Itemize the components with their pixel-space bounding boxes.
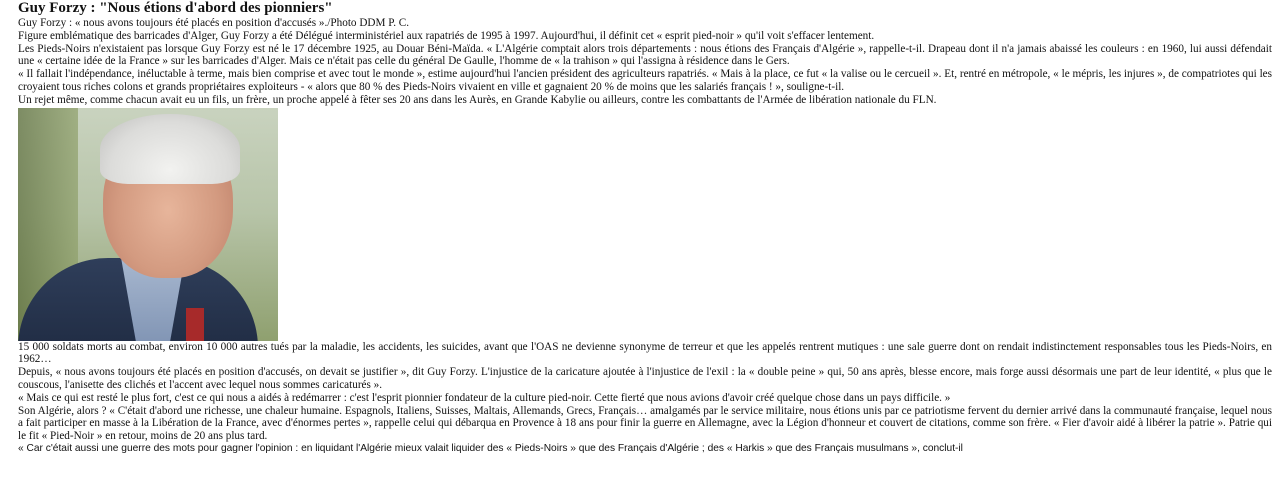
closing-paragraph: « Car c'était aussi une guerre des mots pour gagner l'opinion : en liquidant l'Algérie mieux valait liquider des « Pieds-Noirs » que des Français d'Algérie ; des « Harkis » que des Français musulmans », conclut-il [18,442,963,454]
paragraph: Figure emblématique des barricades d'Alger, Guy Forzy a été Délégué interministériel aux rapatriés de 1995 à 1997. Aujourd'hui, il définit cet « esprit pied-noir » qu'il voit s'effacer lentement. [18,29,875,42]
photo-caption: Guy Forzy : « nous avons toujours été placés en position d'accusés »./Photo DDM P. C. [18,17,410,29]
paragraph: Son Algérie, alors ? « C'était d'abord une richesse, une chaleur humaine. Espagnols, Italiens, Suisses, Maltais, Allemands, Grecs, Français… amalgamés par le service militaire, nous étions unis par ce patriotisme fervent du dernier arrivé dans la communauté française, lequel nous a fait participer en masse à la Libération de la France, avec d'énormes pertes », rappelle celui qui débarqua en Provence à 18 ans pour finir la guerre en Allemagne, avec la Légion d'honneur et couvert de citations, comme son frère. « Fier d'avoir aidé à libérer la patrie ». Patrie qui le fit « Pied-Noir » en retour, moins de 20 ans plus tard. [18,404,1272,443]
paragraph: Depuis, « nous avons toujours été placés en position d'accusés, on devait se justifier », dit Guy Forzy. L'injustice de la caricature ajoutée à l'injustice de l'exil : la « double peine » qui, 50 ans après, blesse encore, mais forge aussi désormais une part de leur identité, « plus que le couscous, l'anisette des clichés et l'accent avec lequel nous sommes caricaturés ». [18,366,1272,391]
portrait-photo [18,108,278,341]
paragraph: « Mais ce qui est resté le plus fort, c'est ce qui nous a aidés à redémarrer : c'est l'esprit pionnier fondateur de la culture pied-noir. Cette fierté que nous avions d'avoir créé quelque chose dans un pays difficile. » [18,391,951,404]
article [18,0,1272,456]
article-title: Guy Forzy : "Nous étions d'abord des pionniers" [18,0,333,16]
photo-hair [100,114,240,184]
paragraph: Un rejet même, comme chacun avait eu un fils, un frère, un proche appelé à fêter ses 20 ans dans les Aurès, en Grande Kabylie ou ailleurs, contre les combattants de l'Armée de libération nationale du FLN. [18,93,937,106]
paragraph: 15 000 soldats morts au combat, environ 10 000 autres tués par la maladie, les accidents, les suicides, avant que l'OAS ne devienne synonyme de terreur et que les appelés rentrent mutiques : une sale guerre dont on rendait indistinctement responsables tous les Pieds-Noirs, en 1962… [18,340,1272,366]
paragraph: « Il fallait l'indépendance, inéluctable à terme, mais bien comprise et avec tout le monde », estime aujourd'hui l'ancien président des agriculteurs rapatriés. « Mais à la place, ce fut « la valise ou le cercueil ». Et, rentré en métropole, « le mépris, les injures », de compatriotes qui les croyaient tous riches colons et grands propriétaires exploiteurs - « alors que 80 % des Pieds-Noirs vivaient en ville et gagnaient 20 % de moins que les salariés français ! », souligne-t-il. [18,68,1272,93]
photo-tie [186,308,204,341]
paragraph: Les Pieds-Noirs n'existaient pas lorsque Guy Forzy est né le 17 décembre 1925, au Douar Béni-Maïda. « L'Algérie comptait alors trois départements : nous étions des Français d'Algérie », rappelle-t-il. Drapeau dont il n'a jamais abaissé les couleurs : en 1960, lui aussi défendait une « certaine idée de la France » sur les barricades d'Alger. Mais ce n'était pas celle du général De Gaulle, l'homme de « la trahison » qui l'assigna à résidence dans le Gers. [18,42,1272,68]
